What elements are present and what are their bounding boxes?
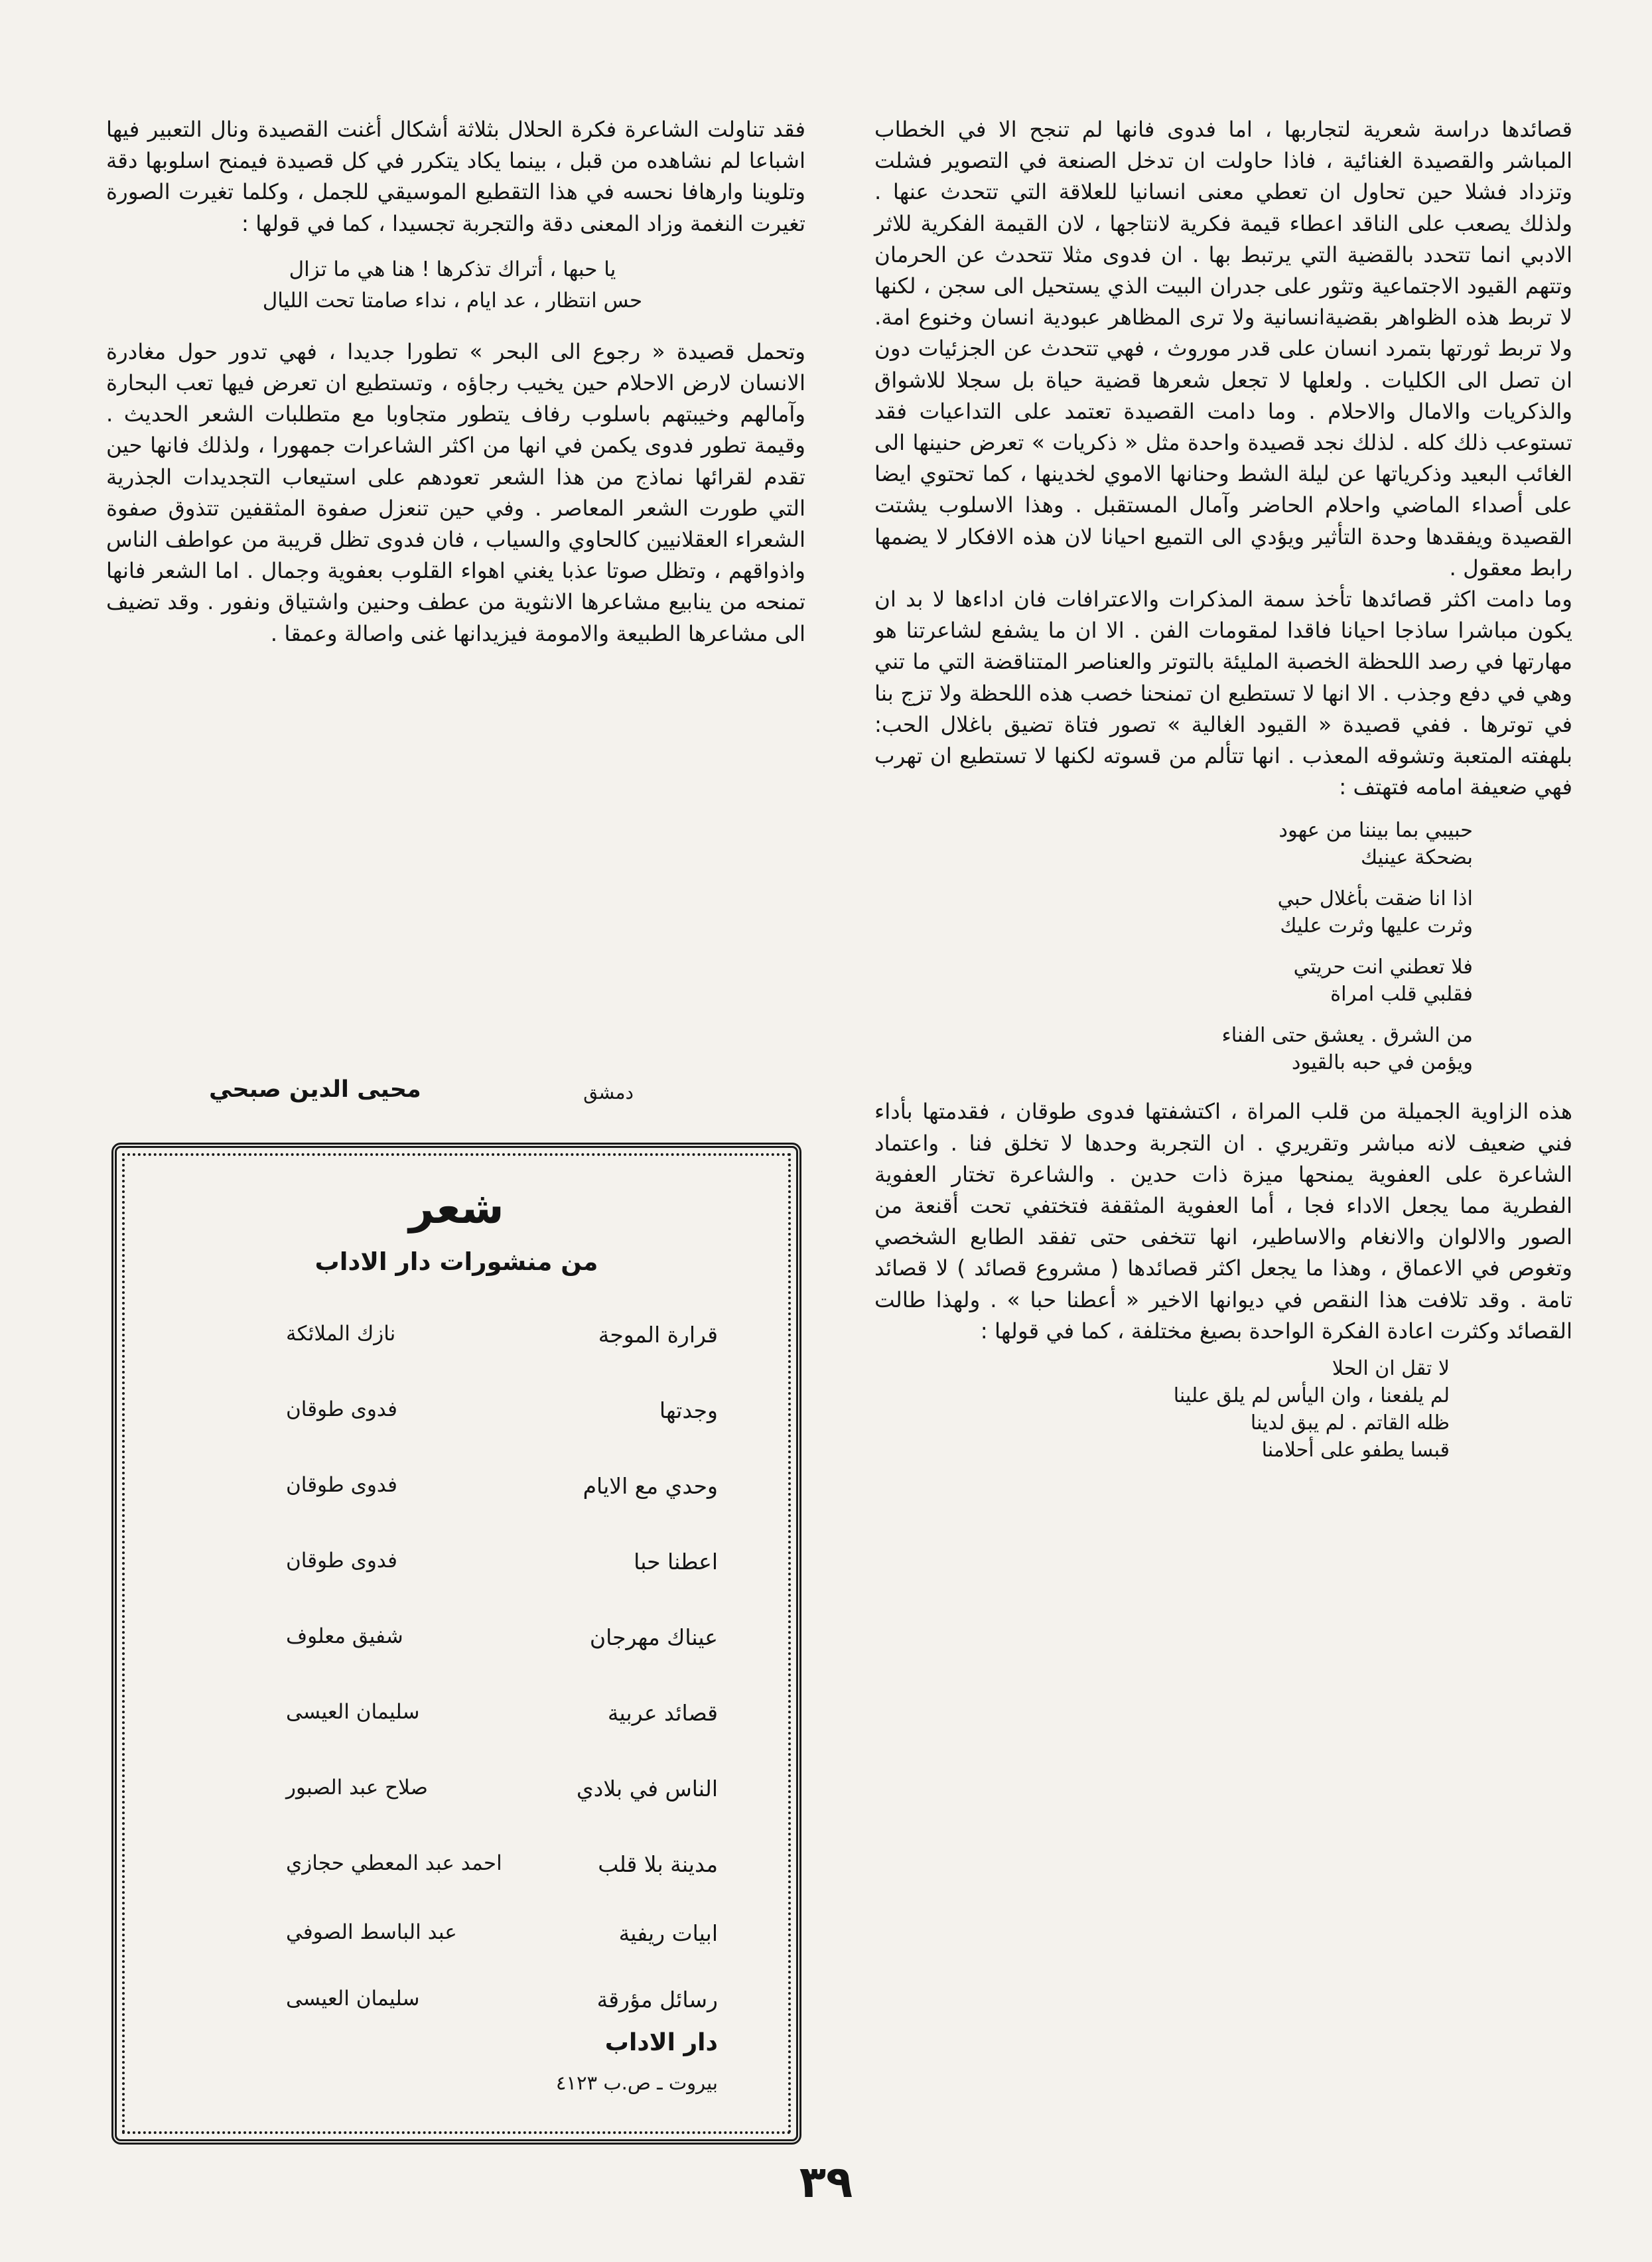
poem-line: ويؤمن في حبه بالقيود <box>1291 1050 1473 1074</box>
book-list-item <box>117 1920 796 1960</box>
book-title: الناس في بلادي <box>576 1776 718 1802</box>
book-author: فدوى طوقان <box>286 1549 397 1573</box>
poem-quote <box>106 254 805 317</box>
book-list-item <box>117 1473 796 1513</box>
book-author: شفيق معلوف <box>286 1624 403 1648</box>
book-list-item <box>117 1397 796 1437</box>
article-paragraph: قصائدها دراسة شعرية لتجاربها ، اما فدوى فانها لم تنجح الا في الخطاب المباشر والقصيدة الغنائية ، فاذا حاولت ان تدخل الصنعة في التصوير فشلت وتزداد فشلا حين تحاول ان تعطي معنى انسانيا للعلاقة التي تتحدث عنها . ولذلك يصعب على الناقد اعطاء قيمة فكرية لانتاجها ، لان القيمة الفكرية للاثر الادبي انما تتحدد بالقضية التي يرتبط بها . ان فدوى مثلا تتحدث عن الحرمان وتتهم القيود الاجتماعية وتثور على جدران البيت الذي يستحيل الى سجن ، لكنها لا تربط هذه الظواهر بقضيةانسانية ولا ترى المظاهر عبودية انسان وخنوع امة. ولا تربط ثورتها بتمرد انسان على قدر موروث ، فهي تتحدث عن الجزئيات دون ان تصل الى الكليات . ولعلها لا تجعل شعرها قضية حياة بل سجلا للاشواق والذكريات والامال والاحلام . وما دامت القصيدة تعتمد على التداعيات فقد تستوعب ذلك كله . لذلك نجد قصيدة واحدة مثل « ذكريات » تعرض حنينها الى الغائب البعيد وذكرياتها عن ليلة الشط وحنانها الاموي لخدينها ، كما تحتوي ايضا على أصداء الماضي واحلام الحاضر وآمال المستقبل . وهذا الاسلوب يشتت القصيدة ويفقدها وحدة التأثير ويؤدي الى التميع احيانا لان هذه الافكار لا يضمها رابط معقول . <box>874 117 1572 581</box>
article-paragraph: وتحمل قصيدة « رجوع الى البحر » تطورا جديدا ، فهي تدور حول مغادرة الانسان لارض الاحلام حين يخيب رجاؤه ، وتستطيع ان تعرض فيها تعب البحارة وآمالهم وخيبتهم باسلوب رفاف يتطور متجاوبا مع متطلبات الشعر الحديث . وقيمة تطور فدوى يكمن في انها من اكثر الشاعرات جمهورا ، ولذلك فانها حين تقدم لقرائها نماذج من هذا الشعر تعودهم على استيعاب التجديدات الجذرية التي طورت الشعر المعاصر . وفي حين تنعزل صفوة المثقفين تتذوق صفوة الشعراء العقلانيين كالحاوي والسياب ، فان فدوى تظل قريبة من عواطف الناس واذواقهم ، وتظل صوتا عذبا يغني اهواء القلوب بعفوية وجمال . اما الشعر فانها تمنحه من ينابيع مشاعرها الانثوية من عطف وحنين واشتياق ونفور . وقد تضيف الى مشاعرها الطبيعة والامومة فيزيدانها غنى واصالة وعمقا . <box>106 338 805 646</box>
book-title: اعطنا حبا <box>634 1549 718 1575</box>
book-list-item <box>117 1322 796 1362</box>
poem-line: قبسا يطفو على أحلامنا <box>1261 1439 1450 1462</box>
publisher-advertisement <box>111 1143 801 2145</box>
book-title: وجدتها <box>659 1397 718 1423</box>
poem-line: حبيبي بما بيننا من عهود <box>1278 819 1473 843</box>
book-list-item <box>117 1700 796 1740</box>
signature-author: محيى الدين صبحي <box>209 1076 421 1103</box>
book-title: عيناك مهرجان <box>589 1624 718 1650</box>
poem-line: بضحكة عينيك <box>1360 845 1473 869</box>
book-author: فدوى طوقان <box>286 1397 397 1421</box>
poem-line: ظله القاتم . لم يبق لدينا <box>1250 1411 1450 1435</box>
poem-line: اذا انا ضقت بأغلال حبي <box>1277 887 1473 911</box>
poem-line: وثرت عليها وثرت عليك <box>1280 914 1473 938</box>
book-author: صلاح عبد الصبور <box>286 1776 428 1800</box>
book-title: مدينة بلا قلب <box>598 1851 718 1877</box>
article-paragraph: فقد تناولت الشاعرة فكرة الحلال بثلاثة أشكال أغنت القصيدة ونال التعبير فيها اشباعا لم نشاهده من قبل ، بينما يكاد يتكرر في كل قصيدة فيمنح اسلوبها دقة وتلوينا وارهافا نحسه في هذا التقطيع الموسيقي للجمل ، وكلما تغيرت الصورة تغيرت النغمة وزاد المعنى دقة والتجربة تجسيدا ، كما في قولها : <box>106 117 805 236</box>
book-title: قرارة الموجة <box>598 1322 718 1348</box>
poem-line: لم يلفعنا ، وان اليأس لم يلق علينا <box>1173 1384 1450 1408</box>
poem-line: فقلبي قلب امراة <box>1330 982 1473 1006</box>
book-list-item <box>117 1776 796 1815</box>
book-list-item <box>117 1549 796 1589</box>
book-title: ابيات ريفية <box>618 1920 718 1946</box>
signature-place: دمشق <box>583 1082 634 1103</box>
poem-line: من الشرق . يعشق حتى الفناء <box>1221 1024 1473 1048</box>
book-author: نازك الملائكة <box>286 1322 396 1346</box>
book-author: سليمان العيسى <box>286 1987 420 2011</box>
book-list-item <box>117 1624 796 1664</box>
book-title: رسائل مؤرقة <box>596 1987 718 2013</box>
book-list-item <box>117 1851 796 1891</box>
article-paragraph: وما دامت اكثر قصائدها تأخذ سمة المذكرات والاعترافات فان اداءها لا بد ان يكون مباشرا ساذجا احيانا فاقدا لمقومات الفن . الا ان ما يشفع لشاعرتنا هو مهارتها في رصد اللحظة الخصبة المليئة بالتوتر والعناصر المتناقضة التي ما تني وهي في دفع وجذب . الا انها لا تستطيع ان تمنحنا خصب هذه اللحظة ولا تزج بنا في توترها . ففي قصيدة « القيود الغالية » تصور فتاة تضيق باغلال الحب: بلهفته المتعبة وتشوقه المعذب . انها تتألم من قسوته لكنها لا تستطيع ان تهرب فهي ضعيفة امامه فتهتف : <box>874 587 1572 800</box>
poem-quote <box>874 817 1572 1076</box>
book-author: سليمان العيسى <box>286 1700 420 1724</box>
page-number: ٣٩ <box>799 2156 853 2208</box>
book-title: قصائد عربية <box>607 1700 718 1726</box>
ad-title: شعر <box>409 1182 504 1234</box>
article-signature <box>109 1076 806 1116</box>
poem-line: حس انتظار ، عد ايام ، نداء صامتا تحت الليال <box>262 288 643 313</box>
article-right-column <box>874 114 1572 1464</box>
book-list-item <box>117 1987 796 2026</box>
article-left-column <box>106 114 805 650</box>
ad-publisher: دار الاداب <box>604 2029 718 2056</box>
poem-line: فلا تعطني انت حريتي <box>1293 955 1473 979</box>
poem-line: يا حبها ، أتراك تذكرها ! هنا هي ما تزال <box>289 257 616 281</box>
book-author: فدوى طوقان <box>286 1473 397 1497</box>
article-paragraph: هذه الزاوية الجميلة من قلب المراة ، اكتشفتها فدوى طوقان ، فقدمتها بأداء فني ضعيف لانه مباشر وتقريري . ان التجربة وحدها لا تخلق فنا . واعتماد الشاعرة على العفوية يمنحها ميزة ذات حدين . والشاعرة تختار العفوية الفطرية مما يجعل الاداء فجا ، أما العفوية المثقفة فتختفي تحت أقنعة من الصور والالوان والانغام والاساطير، انها تتخفى حتى تفقد الطابع الشخصي وتغوص في الاعماق ، وهذا ما يجعل اكثر قصائدها ( مشروع قصائد ) لا قصائد تامة . وقد تلافت هذا النقص في ديوانها الاخير « أعطنا حبا » . ولهذا طالت القصائد وكثرت اعادة الفكرة الواحدة بصيغ مختلفة ، كما في قولها : <box>874 1099 1572 1344</box>
book-author: عبد الباسط الصوفي <box>286 1920 457 1944</box>
ad-address: بيروت ـ ص.ب ٤١٢٣ <box>555 2072 718 2094</box>
ad-subtitle: من منشورات دار الاداب <box>314 1247 598 1276</box>
poem-line: لا تقل ان الحلا <box>1332 1357 1450 1381</box>
poem-quote <box>874 1355 1572 1464</box>
book-author: احمد عبد المعطي حجازي <box>286 1851 502 1875</box>
book-title: وحدي مع الايام <box>583 1473 718 1499</box>
